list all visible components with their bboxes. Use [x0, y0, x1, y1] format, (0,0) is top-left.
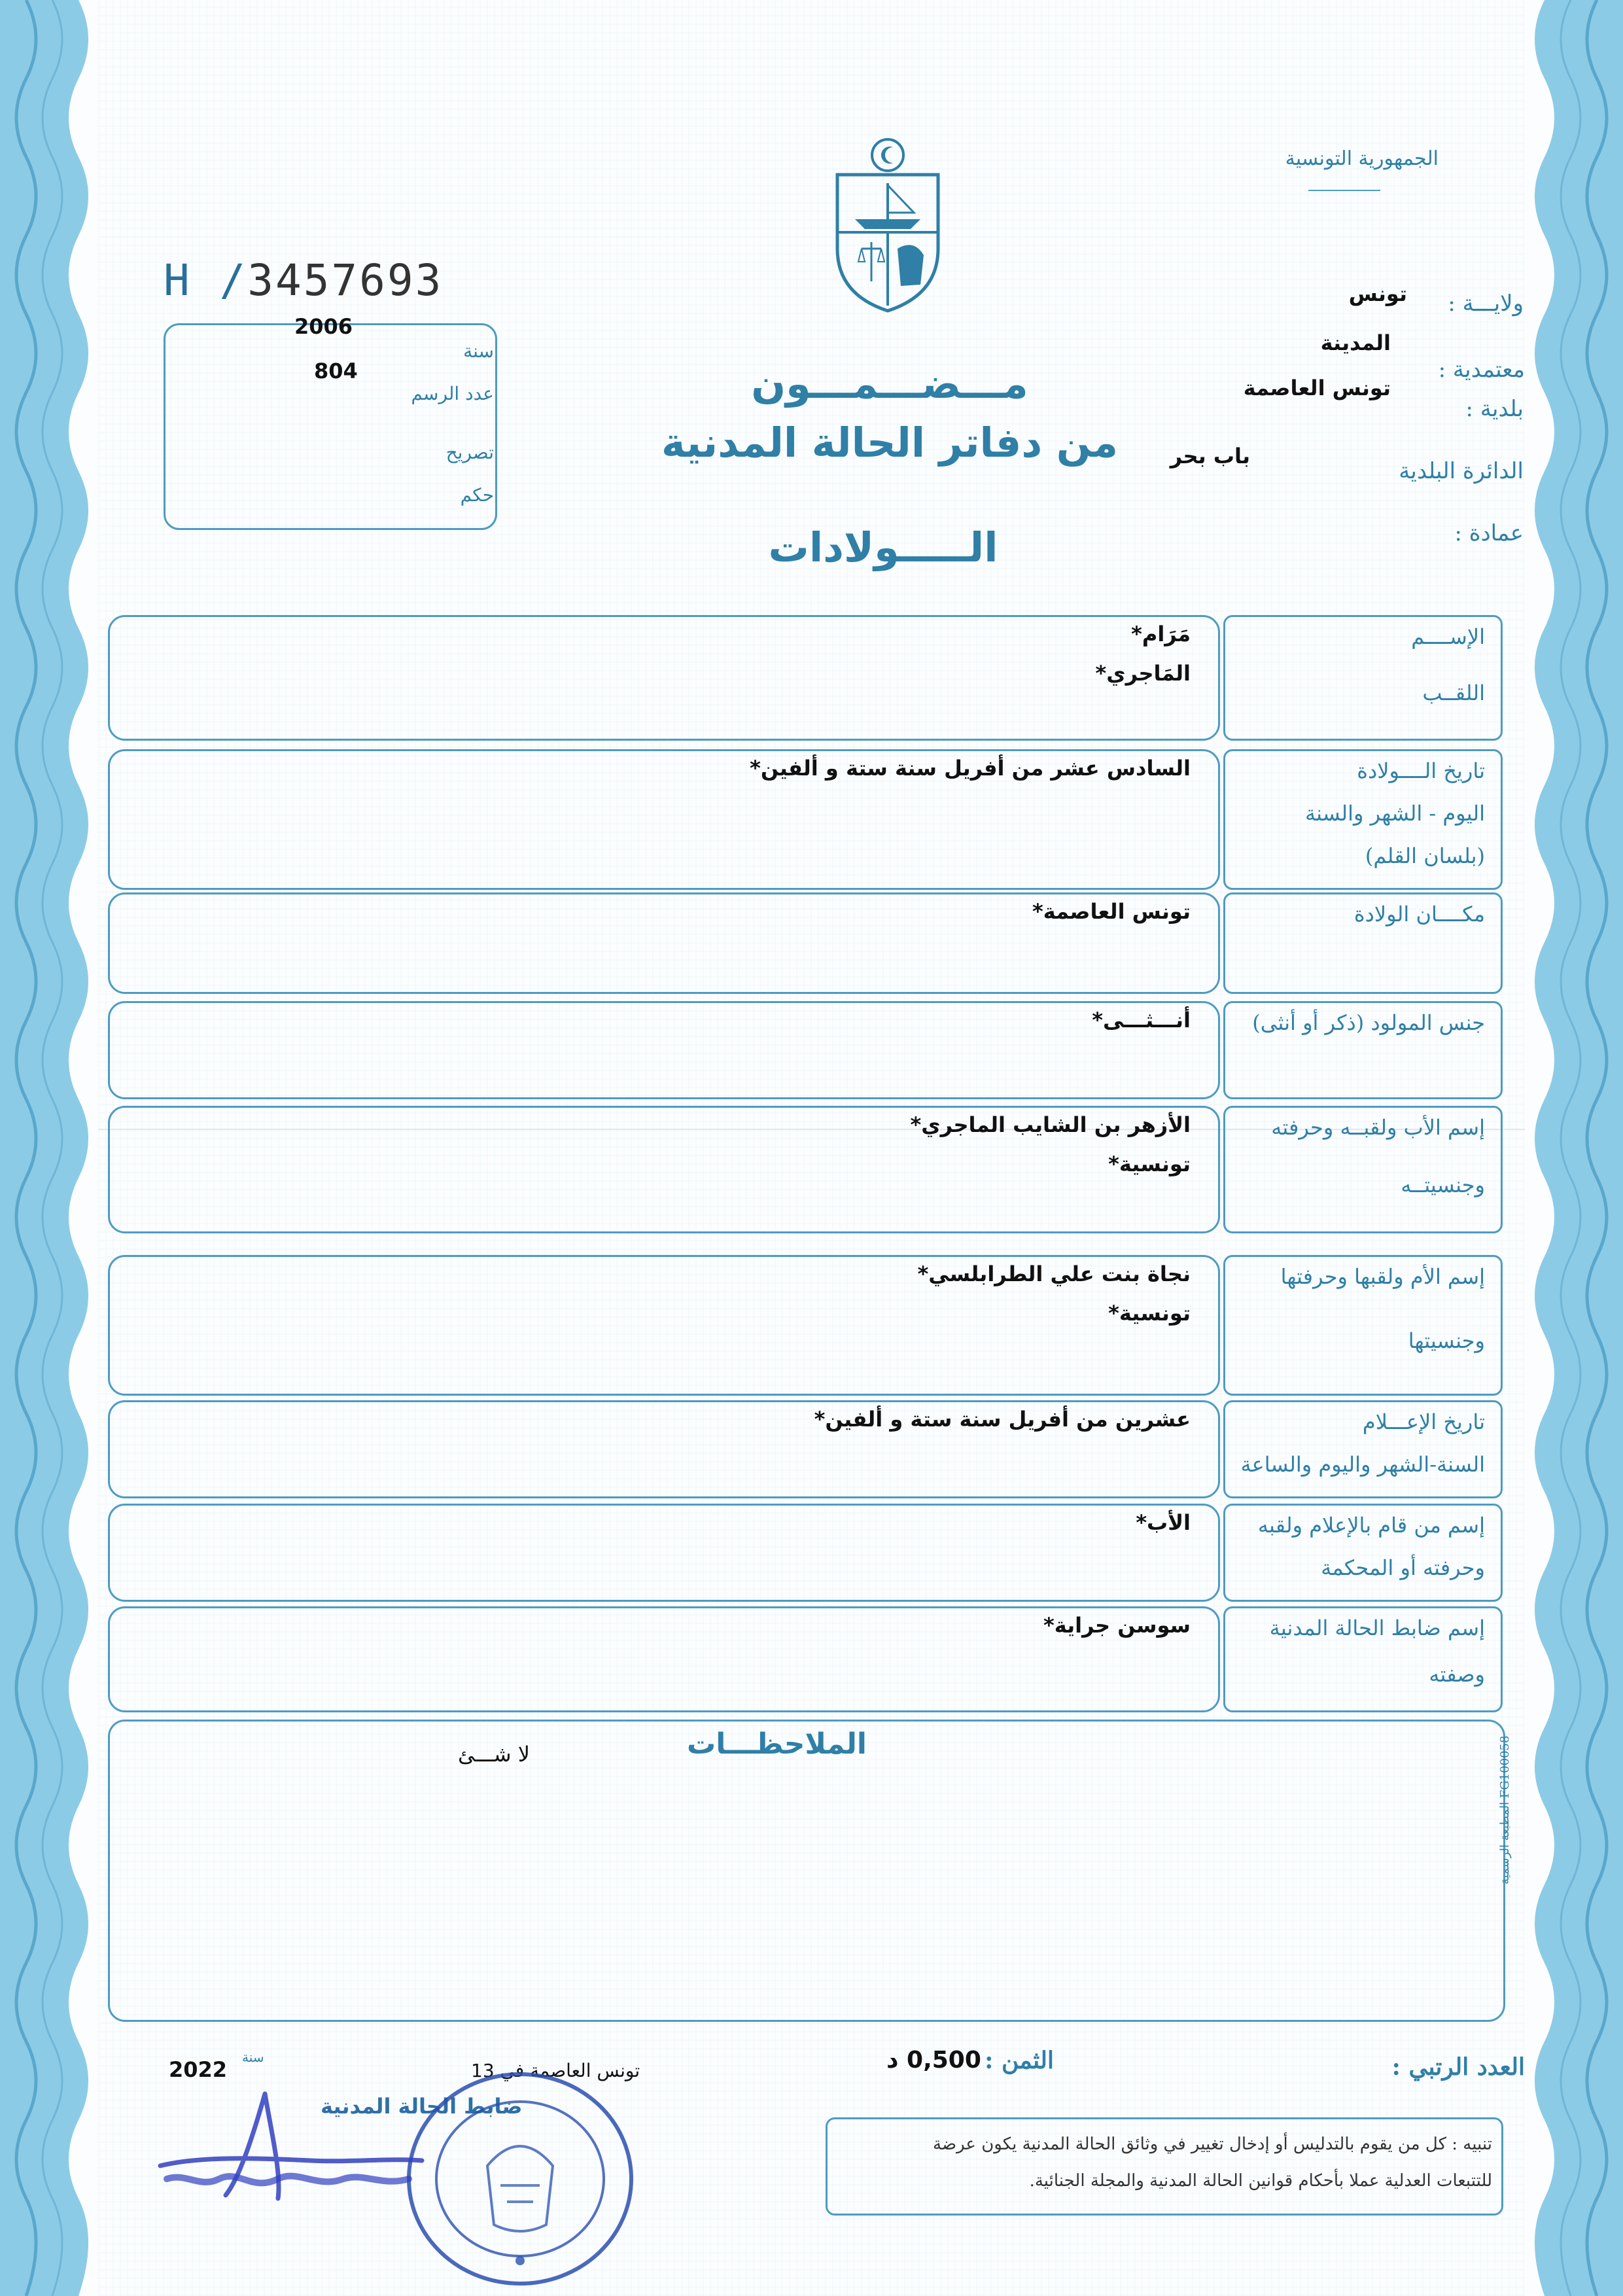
document-title: مـــضـــمـــون	[751, 360, 1028, 408]
footer-year-label: سنة	[242, 2049, 264, 2065]
record-label-line: السنة-الشهر واليوم والساعة	[1240, 1452, 1485, 1477]
record-value-line: تونس العاصمة*	[1032, 899, 1191, 924]
remarks-box	[108, 1720, 1505, 2022]
decorative-border-left	[0, 0, 98, 2296]
header-divider	[1308, 190, 1380, 191]
legal-notice-box	[826, 2117, 1503, 2216]
record-label-line: تاريخ الإعـــلام	[1362, 1409, 1485, 1434]
record-value-line: أنـــثـــى*	[1092, 1008, 1191, 1033]
remarks-value: لا شـــئ	[458, 1742, 531, 1767]
record-label-line: إسم من قام بالإعلام ولقبه	[1257, 1513, 1485, 1538]
record-value-line: الأب*	[1136, 1510, 1191, 1535]
mootamadia-value: المدينة	[1320, 330, 1391, 355]
serial-label: العدد الرتبي :	[1391, 2053, 1525, 2081]
handwritten-signature-icon	[141, 2081, 428, 2205]
record-label-line: اليوم - الشهر والسنة	[1304, 801, 1485, 826]
republic-title: الجمهورية التونسية	[1285, 147, 1439, 170]
wilaya-label: ولايـــة :	[1448, 291, 1524, 317]
record-label-line: تاريخ الــــولادة	[1357, 758, 1485, 783]
record-number-value: 804	[314, 359, 358, 383]
price-value: 0,500 د	[886, 2047, 981, 2074]
record-value-box	[108, 615, 1220, 741]
daira-label: الدائرة البلدية	[1399, 458, 1524, 484]
record-value-line: نجاة بنت علي الطرابلسي*	[917, 1262, 1191, 1286]
record-value-line: مَرَام*	[1131, 622, 1191, 646]
record-value-line: تونسية*	[1108, 1152, 1191, 1176]
remarks-label: الملاحظـــات	[687, 1727, 867, 1761]
record-value-box	[108, 1504, 1220, 1602]
baladia-value: تونس العاصمة	[1243, 376, 1391, 400]
record-label-line: إسم الأم ولقبها وحرفتها	[1280, 1264, 1485, 1289]
mootamadia-label: معتمدية :	[1438, 357, 1525, 383]
record-label-line: (بلسان القلم)	[1365, 843, 1485, 868]
record-value-line: تونسية*	[1108, 1301, 1191, 1326]
declaration-label: تصريح	[445, 442, 494, 463]
serial-prefix: H /	[164, 255, 248, 306]
place-date: تونس العاصمة في 13	[471, 2060, 640, 2081]
record-label-line: مكــــان الولادة	[1353, 902, 1485, 927]
legal-notice-line1: تنبيه : كل من يقوم بالتدليس أو إدخال تغيير في وثائق الحالة المدنية يكون عرضة	[933, 2134, 1492, 2154]
record-label-line: وصفته	[1429, 1662, 1485, 1687]
year-value: 2006	[294, 314, 353, 339]
wilaya-value: تونس	[1348, 281, 1407, 306]
daira-value: باب بحر	[1170, 444, 1250, 468]
record-value-line: الأزهر بن الشايب الماجري*	[910, 1112, 1191, 1137]
document-subtitle: من دفاتر الحالة المدنية	[661, 419, 1118, 467]
record-value-box	[108, 1001, 1220, 1099]
coat-of-arms-icon	[832, 134, 943, 314]
record-value-line: عشرين من أفريل سنة ستة و ألفين*	[814, 1407, 1191, 1432]
record-value-line: سوسن جراية*	[1043, 1613, 1191, 1638]
legal-notice-line2: للتتبعات العدلية عملا بأحكام قوانين الحالة المدنية والمجلة الجنائية.	[1029, 2171, 1492, 2191]
record-label-line: اللقــب	[1422, 680, 1485, 705]
serial-digits: 3457693	[247, 255, 444, 306]
record-number-label: عدد الرسم	[411, 383, 494, 404]
record-label-line: وجنسيتــه	[1401, 1172, 1485, 1197]
footer-year-value: 2022	[169, 2057, 228, 2082]
officer-title: ضابط الحالة المدنية	[321, 2094, 523, 2119]
record-label-line: وحرفته أو المحكمة	[1321, 1555, 1485, 1580]
year-label: سنة	[463, 340, 494, 362]
decorative-border-right	[1525, 0, 1623, 2296]
record-value-line: المَاجري*	[1095, 661, 1191, 686]
serial-number	[164, 255, 443, 306]
record-label-line: إسم ضابط الحالة المدنية	[1269, 1616, 1485, 1640]
registration-info-box	[164, 323, 497, 530]
judgment-label: حكم	[460, 484, 494, 506]
record-value-line: السادس عشر من أفريل سنة ستة و ألفين*	[750, 756, 1191, 781]
baladia-label: بلدية :	[1465, 396, 1524, 422]
record-label-line: إسم الأب ولقبــه وحرفته	[1271, 1115, 1485, 1140]
record-label-line: جنس المولود (ذكر أو أنثى)	[1252, 1010, 1485, 1035]
record-label-line: وجنسيتها	[1408, 1328, 1485, 1353]
section-title: الـــــولادات	[768, 523, 998, 571]
official-stamp-icon	[402, 2068, 638, 2290]
record-label-line: الإســــم	[1411, 624, 1485, 649]
print-code: المطبعة الرسمية FG100058	[1498, 1735, 1512, 1884]
omada-label: عمادة :	[1454, 520, 1524, 546]
price-label: الثمن :	[985, 2047, 1054, 2074]
